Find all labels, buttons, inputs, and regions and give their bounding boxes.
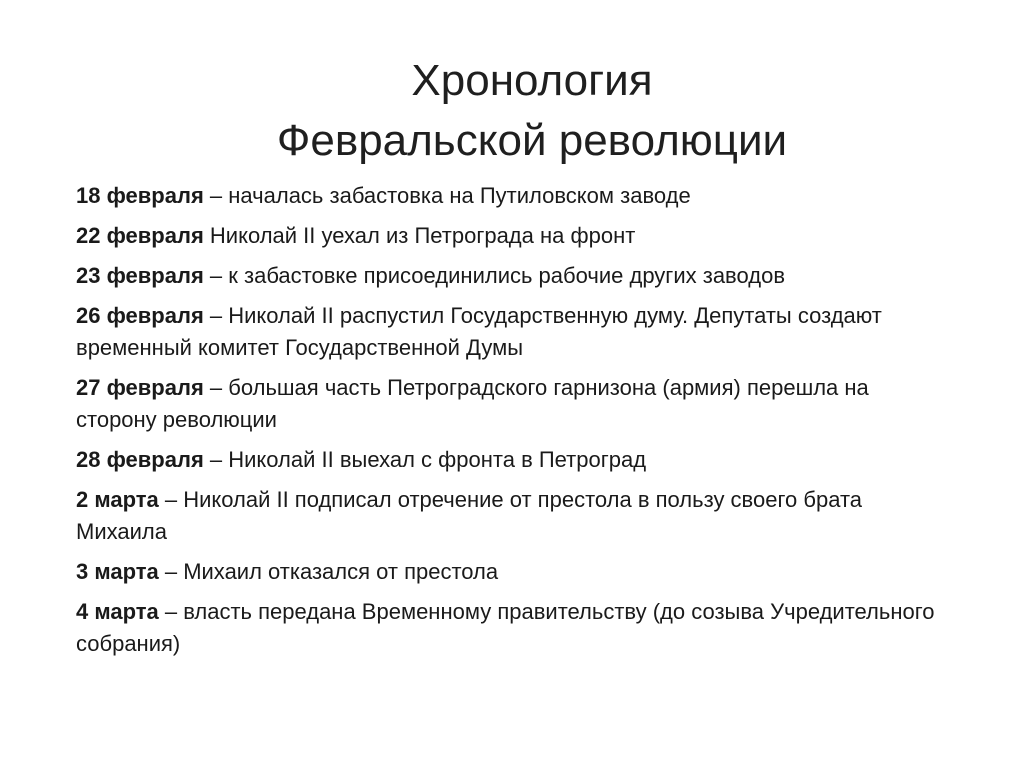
- event-item: [76, 596, 946, 660]
- event-item: [76, 180, 946, 212]
- event-date: 3 марта: [76, 559, 159, 584]
- event-item: [76, 220, 946, 252]
- event-item: [76, 300, 946, 364]
- event-text: Николай II уехал из Петрограда на фронт: [203, 223, 636, 248]
- event-text: – власть передана Временному правительству (до созыва Учредительного собрания): [76, 599, 935, 656]
- event-text: – Николай II распустил Государственную думу. Депутаты создают временный комитет Государственной Думы: [76, 303, 882, 360]
- event-item: [76, 444, 946, 476]
- event-date: 23 февраля: [76, 263, 204, 288]
- event-date: 18 февраля: [76, 183, 204, 208]
- event-text: – Николай II выехал с фронта в Петроград: [203, 447, 647, 472]
- slide-title-line-2: Февральской революции: [276, 116, 788, 166]
- event-text: – началась забастовка на Путиловском заводе: [203, 183, 691, 208]
- slide-title: [0, 51, 1024, 171]
- event-date: 27 февраля: [76, 375, 204, 400]
- event-date: 2 марта: [76, 487, 159, 512]
- event-date: 22 февраля: [76, 223, 204, 248]
- event-date: 4 марта: [76, 599, 159, 624]
- event-text: – Николай II подписал отречение от престола в пользу своего брата Михаила: [76, 487, 863, 544]
- event-list: [76, 180, 946, 668]
- event-item: [76, 556, 946, 588]
- slide-title-line-1: Хронология: [411, 56, 653, 106]
- event-item: [76, 260, 946, 292]
- event-date: 26 февраля: [76, 303, 204, 328]
- event-item: [76, 484, 946, 548]
- event-text: – Михаил отказался от престола: [158, 559, 499, 584]
- event-date: 28 февраля: [76, 447, 204, 472]
- event-text: – большая часть Петроградского гарнизона (армия) перешла на сторону революции: [76, 375, 869, 432]
- event-text: – к забастовке присоединились рабочие других заводов: [203, 263, 786, 288]
- event-item: [76, 372, 946, 436]
